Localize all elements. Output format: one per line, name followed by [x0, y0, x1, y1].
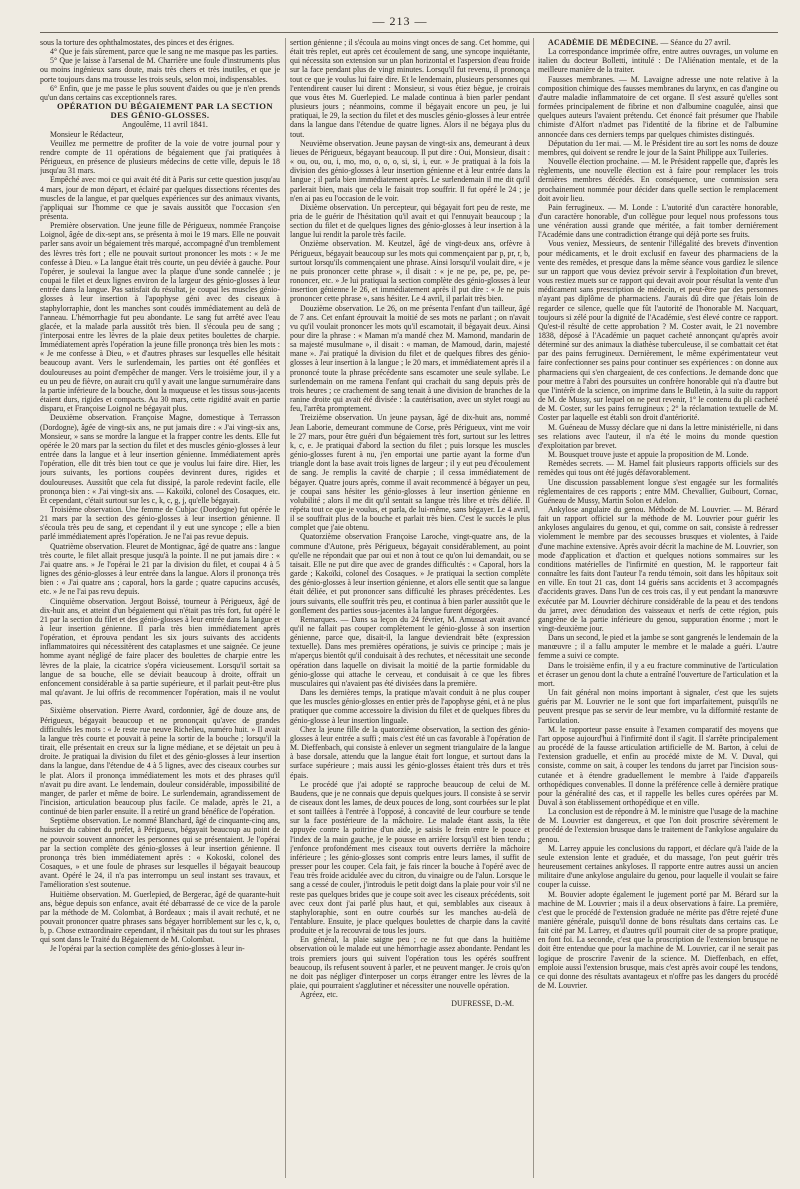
paragraph: Remèdes secrets. — M. Hamel fait plusieurs rapports officiels sur des remèdes qui tous ont été jugés défavorablement. [538, 459, 778, 478]
paragraph: Nouvelle élection prochaine. — M. le Président rappelle que, d'après les règlements, une nouvelle élection est à faire pour remplacer les trois dernières membres décédés. En conséquence, une commission sera prochainement nommée pour décider dans quelle section le remplacement doit avoir lieu. [538, 157, 778, 203]
column-middle [290, 38, 530, 1178]
paragraph: sertion génienne ; il s'écoula au moins vingt onces de sang. Cet homme, qui était très replet, eut après cet écoulement de sang, une syncope inquiétante, qui nécessita son extension sur un plan horizontal et l'aspersion d'eau froide sur la face pendant plus de vingt minutes. Lorsqu'il fut revenu, il prononça tout ce que je voulus lui faire dire. Et le lendemain, plusieurs personnes qui l'entendirent causer lui dirent : Monsieur, si vous étiez bègue, je croirais que vous êtes M. Guerlepied. Le malade continua à bien parler pendant plusieurs jours ; néanmoins, comme il bégayait encore un peu, je lui pratiquai, le 29, la section du filet et des muscles génio-glosses à leur entrée dans la langue dans l'étendue de quatre lignes. Alors il ne bégaya plus du tout. [290, 38, 530, 139]
paragraph: Le procédé que j'ai adopté se rapproche beaucoup de celui de M. Baudens, que je ne connais que depuis quelques jours. Il consiste à se servir de ciseaux dont les lames, de deux pouces de long, sont courbées sur le plat et sont taillées à l'entrée à l'opposé, à concavité de leur courbure se tende sur la face postérieure de la mâchoire. Le malade étant assis, la tête appuyée contre la poitrine d'un aide, je saisis le frein entre le pouce et l'index de la main gauche, je le pousse en arrière lorsqu'il est bien tendu ; j'enfonce profondément mes ciseaux tout ouverts derrière la mâchoire inférieure ; les génio-glosses sont compris entre leurs lames, il suffit de presser pour les couper. Cela fait, je fais rincer la bouche à l'opéré avec de l'eau très froide acidulée avec du citron, du vinaigre ou de l'alun. Lorsque le sang a cessé de couler, j'introduis le petit doigt dans la plaie pour voir s'il ne reste pas quelques brides que je coupe soit avec les ciseaux précédents, soit avec ceux dont j'ai parlé plus haut, et qui, semblables aux ciseaux à staphyloraphie, sont en outre courbés sur les manches au-delà de l'entablure. Ensuite, je place quelques boulettes de charpie dans la cavité produite et je la recouvrai de tous les jours. [290, 779, 530, 936]
paragraph: Cinquième observation. Jergout Boissé, tourneur à Périgueux, âgé de dix-huit ans, et atteint d'un bégaiement qui n'était pas très fort, fut opéré le 21 par la section du filet et des génio-glosses à leur entrée dans la langue et à leur insertion génienne. Il parla très bien immédiatement après l'opération, et éprouva pendant les six jours suivants des accidents inflammatoires qui nécessitèrent des cataplasmes et une saignée. Ce jeune homme ayant négligé de faire placer des boulettes de charpie entre les lèvres de la plaie, la cicatrice s'opéra vicieusement. Lorsqu'il sortait sa langue de sa bouche, elle se déviait beaucoup à droite, offrait un enfoncement considérable à sa partie supérieure, et il parlait peut-être plus mal qu'avant. Je lui offris de recommencer l'opération, mais il ne voulut pas. [40, 596, 280, 707]
paragraph: M. Larrey appuie les conclusions du rapport, et déclare qu'à l'aide de la seule extension lente et graduée, et du massage, l'on peut guérir très heureusement certaines ankyloses. Il rapporte entre autres aussi un ancien militaire d'une ankylose angulaire du genou, pour laquelle il voulait se faire couper la cuisse. [538, 843, 778, 890]
paragraph: Sixième observation. Pierre Avard, cordonnier, âgé de douze ans, de Périgueux, bégayait beaucoup et ne prononçait qu'avec de grandes difficultés les mots : « Je reste rue neuve Richelieu, numéro huit. » Il avait la langue très courte et pouvait à peine la sortir de la bouche ; lorsqu'il la tirait, elle présentait en creux sur la ligne médiane, et se déjetait un peu à droite. Je pratiquai la division du filet et des génio-glosses à leur insertion dans la langue, dans l'étendue de 4 à 5 lignes, avec des ciseaux courbes sur le plat. Alors il prononça immédiatement les mots et des phrases qu'il n'avait pu dire avant. Le lendemain, douleur considérable, impossibilité de manger, de parler et même de boire. Le surlendemain, agrandissement de l'incision, articulation beaucoup plus facile. Ce malade, après le 21, a continué de bien parler ensuite. Il a retiré un grand bénéfice de l'opération. [40, 706, 280, 817]
paragraph: Je l'opérai par la section complète des génio-glosses à leur in- [50, 944, 245, 954]
paragraph: Vous veniez, Messieurs, de sentenir l'illégalité des brevets d'invention pour médicaments, et le droit exclusif en faveur des pharmaciens de la vente des remèdes, et presque dans la même séance vous gardiez le silence sur un rapport que vous deviez prévoir servir à l'exploitation d'un brevet, vous restiez muets sur ce rapport qui devait avoir pour résultat la vente d'un médicament sans prescription de médecin, et peut-être par des personnes n'ayant pas diplôme de pharmaciens. J'aurais dû dire que j'étais loin de regarder ce silence, quelle que fût l'autorité de l'honorable M. Nacquart, toujours si zélé pour la dignité de l'Académie, s'est élevé contre ce rapport. Qu'est-il résulté de cette approbation ? M. Coster avait, le 21 novembre 1838, déposé à l'Académie un paquet cacheté annonçant qu'après avoir déterminé sur des animaux la diathèse tuberculeuse, il se combattait cet état par des pains ferrugineux. Dernièrement, le même expérimentateur veut faire confectionner ses pains pour continuer ses expériences : on donne aux pharmaciens qui s'en chargeaient, de ces confections. Je demande donc que pour mettre à l'abri des poursuites un confrère honorable qui n'a d'autre but que l'intérêt de la science, on imprime dans le Bulletin, à la suite du rapport de M. de Mussy, sur lequel on ne peut revenir, 1° le contenu du pli cacheté de M. Coster, sur les pains ferrugineux ; 2° la réclamation textuelle de M. Coster par laquelle est établi son droit d'antériorité. [538, 239, 778, 423]
paragraph: Dans les dernières temps, la pratique m'avait conduit à ne plus couper que les muscles génio-glosses en entier près de l'apophyse géni, et à ne plus pratiquer que comme accessoire la division du filet et de quelques fibres du génio-glosse à leur insertion linguale. [290, 688, 530, 725]
paragraph: Treizième observation. Un jeune paysan, âgé de dix-huit ans, nommé Jean Laborie, demeurant commune de Corse, près Périgueux, vint me voir le 27 mars, pour être guéri d'un bégaiement très fort, surtout sur les lettres k, c, e. Je pratiquai d'abord la section du filet ; puis lorsque les muscles génio-glosses furent à nu, j'en emportai une partie ayant la forme d'un triangle dont la base avait trois lignes de largeur ; il y eut peu d'écoulement de sang. Je remplis la cavité de charpie ; il cessa immédiatement de bégayer. Quatre jours après, comme il avait recommencé à bégayer un peu, je coupai sans hésiter les génio-glosses à leur insertion génienne en volubilité ; alors il me dit qu'il sentait sa langue très libre et très déliée. Il répéta tout ce que je voulus, et parla, de lui-même, sans bégayer. Le 4 avril, il se souffrait plus de la bouche et parlait très bien. C'est le succès le plus complet que j'aie obtenu. [290, 413, 530, 533]
salutation: Monsieur le Rédacteur, [50, 129, 124, 139]
column-separator [533, 38, 534, 1178]
signature: DUFRESSE, D.-M. [451, 999, 514, 1009]
section-title: OPÉRATION DU BÉGAIEMENT PAR LA SECTION DES GÉNIO-GLOSSES. [57, 101, 273, 121]
paragraph: Chez la jeune fille de la quatorzième observation, la section des génio-glosses à leur entrée a suffi ; mais c'est été un cas favorable à l'opération de M. Dieffenbach, qui consiste à enlever un segment triangulaire de la langue à base dorsale, attendu que la langue était fort longue, et surtout dans la surface supérieure ; mais aussi les génio-glosses étaient très durs et très épais. [290, 724, 530, 780]
paragraph: Remarques. — Dans sa leçon du 24 février, M. Amussat avait avancé qu'il ne fallait pas couper complètement le génio-glosse à son insertion génienne, parce que, disait-il, la langue deviendrait bête (expression textuelle). Dans mes premières opérations, je suivis ce principe ; mais je m'aperçus bientôt qu'il conduisait à des rechutes, et nécessitait une seconde opération dans laquelle on divisait la moitié de la partie formidable du génio-glosse qui attache le cerveau, et conduisait à ce que les fibres musculaires qui n'avaient pas été divisées dans la première. [290, 614, 530, 688]
paragraph: Veuillez me permettre de profiter de la voie de votre journal pour y rendre compte de 11 opérations de bégaiement que j'ai pratiquées à Périgueux, en présence de plusieurs médecins de cette ville, depuis le 18 jusqu'au 31 mars. [40, 138, 280, 176]
intro-line: 4° Que je fais sûrement, parce que le sang ne me masque pas les parties. [50, 47, 278, 57]
paragraph: La conclusion est de répondre à M. le ministre que l'usage de la machine de M. Louvrier est dangereux, et que l'on doit proscrire sévèrement le procédé de l'extension brusque dans le traitement de l'ankylose angulaire du genou. [538, 807, 778, 844]
paragraph: M. Guéneau de Mussy déclare que ni dans la lettre ministérielle, ni dans ses relations avec l'auteur, il n'a été le moins du monde question d'exploitation par brevet. [538, 422, 778, 450]
closing: Agréez, etc. [300, 990, 338, 1000]
paragraph: Onzième observation. M. Keutzel, âgé de vingt-deux ans, orfèvre à Périgueux, bégayait beaucoup sur les mots qui commençaient par p, pr, r, b, surtout lorsqu'ils commençaient une phrase. Ainsi lorsqu'il voulait dire, « je ne puis prononcer cette phrase », il disait : « je ne pe, pe, pe, pe, pe-rononcer, etc. » Je lui pratiquai la section complète des génio-glosses à leur insertion génienne le 26, et immédiatement après il put dire : « Je ne puis prononcer cette phrase », sans hésiter. Le 4 avril, il parlait très bien. [290, 239, 530, 304]
paragraph: Première observation. Une jeune fille de Périgueux, nommée Françoise Loignol, âgée de dix-sept ans, se présenta à moi le 19 mars. Elle ne pouvait parler sans avoir un bégaiement très marqué, accompagné d'un tremblement des lèvres très fort ; elle ne pouvait surtout prononcer les mots : « Je me confesse à Dieu. » La langue était très courte, un peu déviée à gauche. Pour l'opérer, je soulevai la langue avec la plaque d'une sonde cannelée ; je coupai le filet et deux lignes environ de la largeur des génio-glosses à leur entrée dans la langue. Pas satisfait du résultat, je coupai les muscles génio-glosses à leur insertion à l'apophyse géni avec des ciseaux à staphylorraphie, dont les manches sont coudés immédiatement au delà de l'anneau. L'hémorrhagie fut peu abondante. Le sang fut arrêté avec l'eau glacée, et la malade parla aussitôt très bien. Il s'écoula peu de sang ; j'interposai entre les lèvres de la plaie deux petites boulettes de charpie. Immédiatement après l'opération la jeune fille prononça très bien les mots : « Je me confesse à Dieu, » et d'autres phrases sur lesquelles elle hésitait beaucoup avant. Vers le surlendemain, les parties ont été gonflées et douloureuses au point d'empêcher de manger. Vers le troisième jour, il y a eu un peu de fièvre, on aurait cru qu'il y avait une langue surnuméraire dans la partie inférieure de la bouche, dont la muqueuse et les tissus sous-jacents étaient durs, rigides et compacts. Au 30 mars, cette rigidité avait en partie disparu, et Françoise Loignol ne bégayait plus. [40, 221, 280, 414]
intro-line: sous la torture des ophthalmostates, des pinces et des érignes. [40, 38, 234, 47]
paragraph: Huitième observation. M. Guerlepied, de Bergerac, âgé de quarante-huit ans, bègue depuis son enfance, avait été débarrassé de ce vice de la parole par la méthode de M. Colombat, à Bordeaux ; mais il avait rechuté, et ne pouvait prononcer quatre phrases sans bégayer horriblement sur les c, k, o, b, p. Chose extraordinaire cependant, il n'hésitait pas du tout sur les phrases qui sont dans le Traité du Bégaiement de M. Colombat. [40, 889, 280, 945]
paragraph: Dixième observation. Un percepteur, qui bégayait fort peu de reste, me pria de le guérir de l'hésitation qu'il avait et qui l'ennuyait beaucoup ; la section du filet et de quelques lignes des génio-glosses à leur insertion à la langue lui rendit la parole très facile. [290, 202, 530, 240]
column-right [538, 38, 778, 1178]
paragraph: M. Bousquet trouve juste et appuie la proposition de M. Londe. [548, 450, 749, 460]
paragraph: Deuxième observation. Françoise Magne, domestique à Terrasson (Dordogne), âgée de vingt-six ans, ne put jamais dire : « J'ai vingt-six ans, Monsieur, » sans se mordre la langue et la frapper contre les dents. Elle fut opérée le 20 mars par la section du filet et des muscles génio-glosses à leur entrée dans la langue et à leur insertion génienne. Immédiatement après l'opération, elle dit très bien tout ce que je voulus lui faire dire. Hier, les jours suivants, les portions coupées devinrent dures, rigides et douloureuses. Aussitôt que cela fut dissipé, la parole redevint facile, elle prononça bien : « J'ai vingt-six ans. — Kakoïki, colonel des Cosaques, etc. Et cependant, c'était surtout sur les c, k, c, g, j, qu'elle bégayait. [40, 413, 280, 505]
column-left [40, 38, 280, 1178]
paragraph: Dans le troisième enfin, il y a eu fracture comminutive de l'articulation et écraser un genou dont la chute a entraîné l'ouverture de l'articulation et la mort. [538, 660, 778, 688]
paragraph: Neuvième observation. Jeune paysan de vingt-six ans, demeurant à deux lieues de Périgueux, bégayant beaucoup. Il put dire : Oui, Monsieur, disait : « ou, ou, ou, i, mo, mo, o, o, o, si, si, i, eur. » Je pratiquai à la fois la division des génio-glosses à leur insertion génienne et à leur entrée dans la langue ; il parla bien immédiatement après. Le surlendemain il me dit qu'il parlerait bien, mais que cela le faisait trop souffrir. Il fut opéré le 24 ; je n'en ai pas eu l'occasion de le voir. [290, 138, 530, 203]
intro-line: 5° Que je laisse à l'arsenal de M. Charrière une foule d'instruments plus ou moins ingénieux sans doute, mais très chers et très inutiles, et que je porte toujours dans ma trousse les trois seuls, selon moi, indispensables. [40, 56, 280, 84]
paragraph: Un fait général non moins important à signaler, c'est que les sujets guéris par M. Louvrier ne le sont que fort imparfaitement, puisqu'ils ne peuvent presque pas se servir de leur membre, vu la difformité restante de l'articulation. [538, 688, 778, 725]
paragraph: M. le rapporteur passe ensuite à l'examen comparatif des moyens que l'art oppose aujourd'hui à l'infirmité dont il s'agit. Il s'arrête principalement au procédé de la fausse articulation artificielle de M. Barton, à celui de l'extension graduelle, et enfin au procédé mixte de M. V. Duval, qui consiste, comme on sait, à couper les tendons du jarret par l'incision sous-cutanée et à étendre graduellement le membre à l'aide d'appareils orthopédiques convenables. Il donne la préférence celle à dernière pratique pour la généralité des cas, et il rappelle les belles cures opérées par M. Duval à son établissement orthopédique et en ville. [538, 724, 778, 807]
paragraph: Septième observation. Le nommé Blanchard, âgé de cinquante-cinq ans, huissier du cabinet du préfet, à Périgueux, bégayait beaucoup au point de ne pouvoir souvent annoncer les personnes qui se présentaient. Je l'opérai par la section complète des génio-glosses à leur insertion génienne. Il prononça très bien immédiatement après : « Kokoski, colonel des Cosaques, » et une foule de phrases sur lesquelles il bégayait beaucoup avant. Opéré le 24, il n'a pas interrompu un seul instant ses travaux, et l'amélioration s'est soutenue. [40, 816, 280, 890]
paragraph: Fausses membranes. — M. Lavaigne adresse une note relative à la composition chimique des fausses membranes du larynx, en cas d'angine ou d'autre maladie inflammatoire de cet organe. Il s'est assuré qu'elles sont formées principalement de fibrine et non d'albumine coagulée, ainsi que quelques auteurs l'avaient prétendu. Cet énoncé fait présumer que l'habile chimiste d'Alfort n'admet pas l'identité de la fibrine et de l'albumine annoncée dans ces derniers temps par quelques chimistes distingués. [538, 74, 778, 139]
paragraph: Dans un second, le pied et la jambe se sont gangrenés le lendemain de la manœuvre ; il a fallu amputer le membre et le malade a guéri. L'autre femme a suivi ce compte. [538, 633, 778, 661]
academy-session: — Séance du 27 avril. [660, 38, 731, 47]
paragraph: Ankylose angulaire du genou. Méthode de M. Louvrier. — M. Bérard fait un rapport officiel sur la méthode de M. Louvrier pour guérir les ankyloses angulaires du genou, et qui, comme on sait, consiste à redresser violemment le membre par des secousses brusques et violentes, à l'aide d'une machine extensive. Après avoir décrit la machine de M. Louvrier, son mode d'application et d'action et quelques notions sommaires sur les conditions matérielles de l'infirmité en question, M. le rapporteur fait connaître les faits dont l'auteur l'a rendu témoin, soit dans les hôpitaux soit en ville. En tout 21 cas, dont 14 guéris sans accidents et 3 accompagnés d'accidents graves. Dans l'un de ces trois cas, il y eut pendant la manœuvre exécutée par M. Louvrier déchirure considérable de la peau et des tendons du jarret, avec dénudation des vaisseaux et nerfs de cette région, puis gangrène de la partie inférieure du genou, suppuration énorme ; mort le vingt-deuxième jour. [538, 504, 778, 633]
intro-line: 6° Enfin, que je me passe le plus souvent d'aides ou que je n'en prends qu'un dans certains cas exceptionnels rares. [40, 83, 280, 102]
paragraph: Troisième observation. Une femme de Cubjac (Dordogne) fut opérée le 21 mars par la section des génio-glosses à leur insertion génienne. Il s'écoula très peu de sang, et cependant il y eut une syncope ; elle a bien parlé immédiatement après l'opération. Je ne l'ai pas revue depuis. [40, 504, 280, 542]
academy-heading [538, 38, 778, 47]
paragraph: Douzième observation. Le 26, on me présenta l'enfant d'un tailleur, âgé de 7 ans. Cet enfant éprouvait la moitié de ses mots ne parlant ; on n'avait vu qu'il voulait prononcer les mots qu'il escamotait, il bégayait deux. Ainsi pour dire la phrase : « Maman m'a mandé chez M. Mamond, mandarin de sa majesté musulmane », il disait : « maman, de Mamoud, darin, majesté mane ». J'ai pratiqué la division du filet et de quelques fibres des génio-glosses à leur insertion à la langue ; le 20 mars, et immédiatement après il a prononcé toute la phrase précédente sans escamoter une seule syllabe. Le surlendemain on me ramena l'enfant qui crachait du sang depuis près de trois heures ; ce crachement de sang tenait à une division de branches de la ranine droite qui avait été divisée : la cautérisation, avec un stylet rougi au feu, l'arrêta promptement. [290, 303, 530, 414]
paragraph: Empêché avec moi ce qui avait été dit à Paris sur cette question jusqu'au 4 mars, jour de mon départ, et éclairé par quelques dissections récentes des muscles de la langue, et par quelques expériences sur des animaux vivants, j'appliquai sur l'homme ce que je savais aussitôt que l'occasion s'en présenta. [40, 175, 280, 221]
paragraph: Députation du 1er mai. — M. le Président tire au sort les noms de douze membres, qui doivent se rendre le jour de la Saint Philippe aux Tuileries. [538, 138, 778, 157]
academy-title: ACADÉMIE DE MÉDECINE. [548, 38, 659, 47]
paragraph: Une discussion passablement longue s'est engagée sur les formalités réglementaires de ces rapports ; entre MM. Chevallier, Guibourt, Cornac, Guéneau de Mussy, Martin Solon et Adelon. [538, 477, 778, 505]
header-rule [40, 32, 778, 33]
column-separator [285, 38, 286, 1178]
dateline: Angoulême, 11 avril 1841. [122, 120, 208, 130]
page-number: — 213 — [372, 14, 428, 28]
paragraph: M. Bouvier adopte également le jugement porté par M. Bérard sur la machine de M. Louvrier ; mais il a deux observations à faire. La première, c'est que le procédé de l'extension graduée ne mérite pas d'être rejeté d'une manière générale, puisqu'il donne de bons résultats dans certains cas. Le fait cité par M. Larrey, et d'autres qu'il pourrait citer de sa propre pratique, en font foi. La seconde, c'est que la proscription de l'extension brusque ne doit être entendue que pour la machine de M. Louvrier, car il ne serait pas logique de proscrire l'avenir de la science. M. Dieffenbach, en effet, emploie aussi l'extension brusque, mais c'est après avoir coupé les tendons, ce qui donne des résultats avantageux et n'offre pas les dangers du procédé de M. Louvrier. [538, 889, 778, 991]
paragraph: En général, la plaie saigne peu ; ce ne fut que dans la huitième observation où le malade eut une hémorrhagie assez abondante. Pendant les trois premiers jours qui suivent l'opération tous les opérés souffrent beaucoup, ils refusent souvent à parler, et ne peuvent manger. Je crois qu'on ne doit pas négliger d'interposer un corps étranger entre les lèvres de la plaie, qui pourraient s'agglutiner et nécessiter une nouvelle opération. [290, 935, 530, 991]
paragraph: Quatorzième observation Françoise Laroche, vingt-quatre ans, de la commune d'Autone, près Périgueux, bégayait considérablement, au point qu'elle ne répondait que par oui et non à tout ce qu'on lui demandait, ou se taisait. Elle ne put dire que avec de grandes difficultés : « Caporal, hors la garde ; Kakoïki, colonel des Cosaques. » Je pratiquai la section complète des génio-glosses à leur insertion génienne, et alors elle sentit que sa langue était déliée, et put prononcer sans difficulté les phrases précédentes. Les jours suivants, elle souffrit très peu, et continua à bien parler aussitôt que le gonflement des parties sous-jacentes à la langue furent dégorgées. [290, 532, 530, 615]
paragraph: Pain ferrugineux. — M. Londe : L'autorité d'un caractère honorable, d'un caractère honorable, d'un collègue pour lequel nous professons tous une vénération aussi grande que méritée, a fait tomber derniérement l'Académie dans une contradiction étrange qui déjà porte ses fruits. [538, 202, 778, 240]
paragraph: La correspondance imprimée offre, entre autres ouvrages, un volume en italien du docteur Bolletti, intitulé : De l'Aliénation mentale, et de la meilleure manière de la traiter. [538, 47, 778, 75]
paragraph: Quatrième observation. Fleuret de Montignac, âgé de quatre ans : langue très courte, le filet allait presque jusqu'à la pointe. Il ne put jamais dire : « J'ai quatre ans. » Je l'opérai le 21 par la division du filet, et coupai 4 à 5 lignes des génio-glosses à leur entrée dans la langue. Alors il prononça très bien : « J'ai quatre ans ; caporal, hors la garde ; quatre capucins accusés, etc. » Je ne l'ai pas revu depuis. [40, 541, 280, 597]
